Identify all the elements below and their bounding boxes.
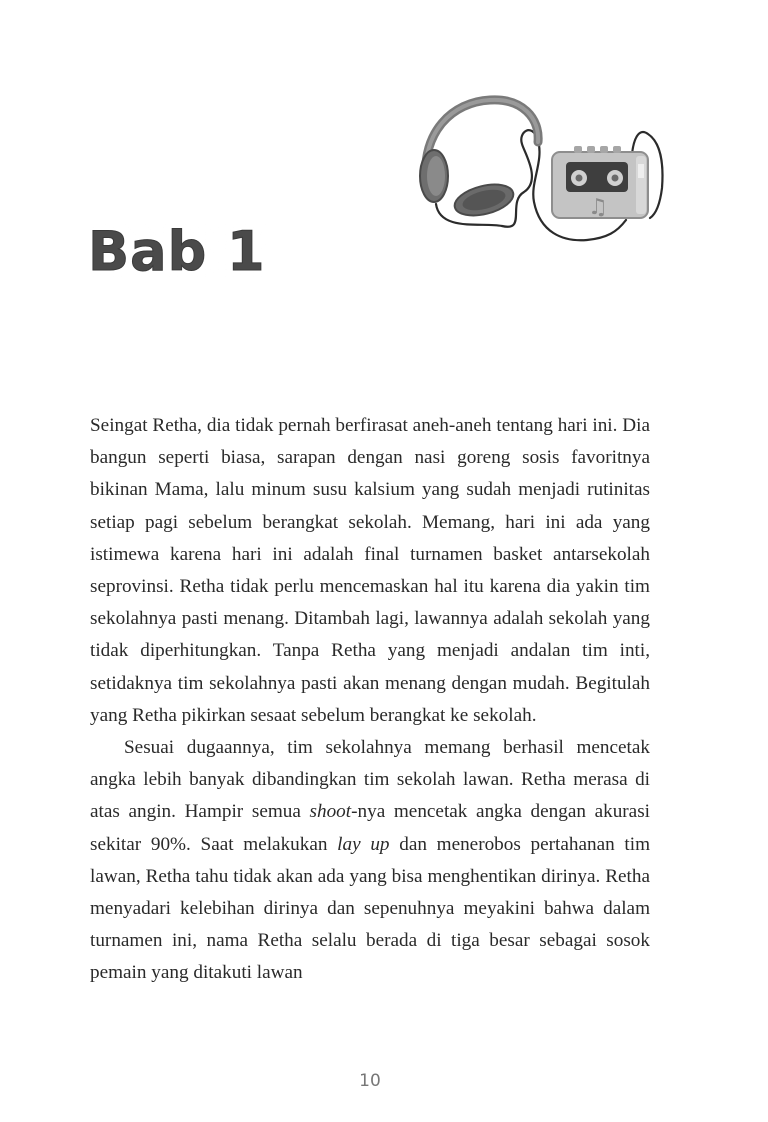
text-segment: dan menerobos pertahanan tim lawan, Retha tahu tidak akan ada yang bisa menghentikan dirinya. Retha menyadari kelebihan dirinya dan sepenuhnya meyakini bahwa dalam turnamen ini, nama Retha selalu berada di tiga besar sebagai sosok pemain yang ditakuti lawan <box>90 833 650 984</box>
paragraph-2 <box>90 732 650 990</box>
music-note-icon: ♫ <box>588 195 608 220</box>
chapter-body <box>90 410 650 990</box>
page-number: 10 <box>359 1071 381 1091</box>
italic-term: shoot <box>309 801 352 823</box>
headphones-cassette-illustration <box>412 92 668 252</box>
italic-term: lay up <box>337 833 390 855</box>
paragraph-1 <box>90 410 650 732</box>
text-segment: Sesuai dugaannya, tim sekolahnya memang berhasil mencetak angka lebih banyak dibandingkan tim sekolah lawan. Retha merasa di atas angin. Hampir semua <box>90 737 650 823</box>
chapter-title: Bab 1 <box>88 220 266 283</box>
text-segment: Seingat Retha, dia tidak pernah berfirasat aneh-aneh tentang hari ini. Dia bangun seperti biasa, sarapan dengan nasi goreng sosis favoritnya bikinan Mama, lalu minum susu kalsium yang sudah menjadi rutinitas setiap pagi sebelum berangkat sekolah. Memang, hari ini ada yang istimewa karena hari ini adalah final turnamen basket antarsekolah seprovinsi. Retha tidak perlu mencemaskan hal itu karena dia yakin tim sekolahnya pasti menang. Ditambah lagi, lawannya adalah sekolah yang tidak diperhitungkan. Tanpa Retha yang menjadi andalan tim inti, setidaknya tim sekolahnya pasti akan menang dengan mudah. Begitulah yang Retha pikirkan sesaat sebelum berangkat ke sekolah. <box>90 415 650 726</box>
text-segment: -nya mencetak angka dengan akurasi sekitar 90%. Saat melakukan <box>90 801 650 855</box>
